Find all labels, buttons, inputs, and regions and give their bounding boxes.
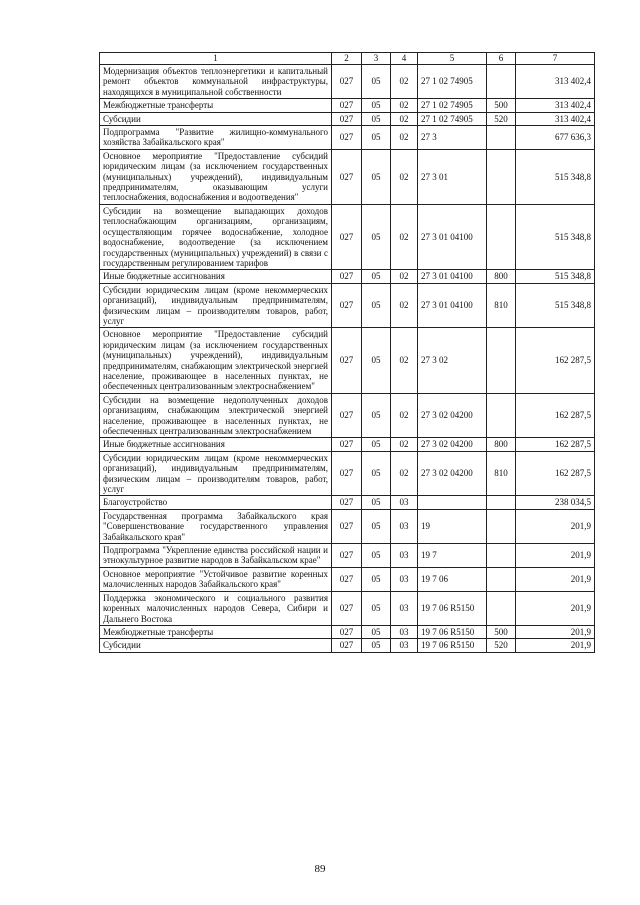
row-target-article: 27 3 02 [418, 328, 487, 393]
row-subsection: 02 [391, 328, 418, 393]
row-section: 05 [362, 509, 391, 543]
row-amount: 201,9 [516, 509, 595, 543]
row-subsection: 02 [391, 149, 418, 204]
row-amount: 201,9 [516, 567, 595, 591]
table-row [100, 591, 595, 625]
row-amount: 313 402,4 [516, 65, 595, 99]
table-row [100, 496, 595, 509]
table-row [100, 65, 595, 99]
row-section: 05 [362, 393, 391, 438]
row-section: 05 [362, 65, 391, 99]
row-amount: 313 402,4 [516, 112, 595, 125]
row-section: 05 [362, 126, 391, 150]
row-expense-type: 810 [487, 283, 516, 328]
row-name: Поддержка экономического и социального развития коренных малочисленных народов Севера, Сибири и Дальнего Востока [100, 591, 332, 625]
row-amount: 162 287,5 [516, 328, 595, 393]
row-target-article: 27 3 01 04100 [418, 283, 487, 328]
row-expense-type [487, 496, 516, 509]
row-ministry-code: 027 [332, 270, 362, 283]
row-name: Модернизация объектов теплоэнергетики и капитальный ремонт объектов коммунальной инфраструктуры, находящихся в муниципальной собственности [100, 65, 332, 99]
row-name: Благоустройство [100, 496, 332, 509]
row-name: Субсидии юридическим лицам (кроме некоммерческих организаций), индивидуальным предпринимателям, физическим лицам – производителям товаров, работ, услуг [100, 451, 332, 496]
row-amount: 238 034,5 [516, 496, 595, 509]
row-target-article: 19 7 06 R5150 [418, 639, 487, 652]
row-target-article: 19 7 06 R5150 [418, 625, 487, 638]
row-target-article: 27 3 01 [418, 149, 487, 204]
row-ministry-code: 027 [332, 625, 362, 638]
row-name: Подпрограмма "Развитие жилищно-коммунального хозяйства Забайкальского края" [100, 126, 332, 150]
row-ministry-code: 027 [332, 639, 362, 652]
row-target-article: 19 7 [418, 544, 487, 568]
row-subsection: 02 [391, 270, 418, 283]
row-subsection: 02 [391, 204, 418, 269]
table-row [100, 544, 595, 568]
row-ministry-code: 027 [332, 65, 362, 99]
row-section: 05 [362, 270, 391, 283]
row-expense-type [487, 149, 516, 204]
row-target-article: 27 1 02 74905 [418, 112, 487, 125]
row-expense-type: 800 [487, 270, 516, 283]
table-row [100, 451, 595, 496]
row-name: Основное мероприятие "Предоставление субсидий юридическим лицам (за исключением государственных (муниципальных) учреждений), индивидуальным предпринимателям, снабжающим электрической энергией население, проживающее в населенных пунктах, не обеспеченных централизованным электроснабжением" [100, 328, 332, 393]
row-ministry-code: 027 [332, 99, 362, 112]
row-subsection: 02 [391, 126, 418, 150]
row-ministry-code: 027 [332, 438, 362, 451]
table-row [100, 639, 595, 652]
row-section: 05 [362, 438, 391, 451]
header-col-1: 1 [100, 53, 332, 65]
row-subsection: 02 [391, 65, 418, 99]
row-amount: 313 402,4 [516, 99, 595, 112]
row-amount: 162 287,5 [516, 393, 595, 438]
table-row [100, 438, 595, 451]
row-subsection: 03 [391, 639, 418, 652]
row-expense-type [487, 393, 516, 438]
table-row [100, 567, 595, 591]
row-name: Субсидии на возмещение недополученных доходов организациям, снабжающим электрической энергией население, проживающее в населенных пунктах, не обеспеченных централизованным электроснабжением [100, 393, 332, 438]
header-col-2: 2 [332, 53, 362, 65]
row-subsection: 03 [391, 496, 418, 509]
row-name: Межбюджетные трансферты [100, 625, 332, 638]
row-target-article: 27 1 02 74905 [418, 99, 487, 112]
row-target-article: 27 3 02 04200 [418, 451, 487, 496]
row-subsection: 03 [391, 567, 418, 591]
row-section: 05 [362, 496, 391, 509]
row-ministry-code: 027 [332, 496, 362, 509]
row-section: 05 [362, 99, 391, 112]
row-target-article: 27 3 02 04200 [418, 438, 487, 451]
row-ministry-code: 027 [332, 591, 362, 625]
row-section: 05 [362, 328, 391, 393]
row-expense-type [487, 328, 516, 393]
budget-table [99, 52, 595, 653]
row-subsection: 02 [391, 451, 418, 496]
row-expense-type: 800 [487, 438, 516, 451]
row-ministry-code: 027 [332, 126, 362, 150]
row-name: Иные бюджетные ассигнования [100, 270, 332, 283]
row-subsection: 03 [391, 509, 418, 543]
table-header-row [100, 53, 595, 65]
row-target-article: 27 3 01 04100 [418, 270, 487, 283]
row-amount: 515 348,8 [516, 149, 595, 204]
row-section: 05 [362, 567, 391, 591]
row-target-article: 19 [418, 509, 487, 543]
row-amount: 201,9 [516, 639, 595, 652]
row-section: 05 [362, 544, 391, 568]
row-name: Субсидии юридическим лицам (кроме некоммерческих организаций), индивидуальным предпринимателям, физическим лицам – производителям товаров, работ, услуг [100, 283, 332, 328]
row-amount: 677 636,3 [516, 126, 595, 150]
header-col-7: 7 [516, 53, 595, 65]
row-target-article: 19 7 06 R5150 [418, 591, 487, 625]
table-row [100, 270, 595, 283]
table-row [100, 112, 595, 125]
row-name: Субсидии [100, 112, 332, 125]
row-amount: 201,9 [516, 544, 595, 568]
row-section: 05 [362, 283, 391, 328]
row-name: Субсидии на возмещение выпадающих доходов теплоснабжающим организациям, организациям, осуществляющим горячее водоснабжение, холодное водоснабжение, водоотведение (за исключением государственных (муниципальных) учреждений) в связи с государственным регулированием тарифов [100, 204, 332, 269]
table-row [100, 328, 595, 393]
table-row [100, 509, 595, 543]
row-amount: 201,9 [516, 591, 595, 625]
row-section: 05 [362, 149, 391, 204]
row-amount: 515 348,8 [516, 270, 595, 283]
table-row [100, 149, 595, 204]
row-subsection: 02 [391, 283, 418, 328]
row-target-article: 27 3 [418, 126, 487, 150]
row-amount: 201,9 [516, 625, 595, 638]
row-ministry-code: 027 [332, 149, 362, 204]
row-ministry-code: 027 [332, 567, 362, 591]
row-ministry-code: 027 [332, 112, 362, 125]
row-expense-type: 500 [487, 99, 516, 112]
table-row [100, 126, 595, 150]
table-row [100, 283, 595, 328]
row-section: 05 [362, 591, 391, 625]
row-target-article: 27 1 02 74905 [418, 65, 487, 99]
row-subsection: 03 [391, 625, 418, 638]
row-name: Подпрограмма "Укрепление единства российской нации и этнокультурное развитие народов в Забайкальском крае" [100, 544, 332, 568]
row-target-article: 19 7 06 [418, 567, 487, 591]
row-section: 05 [362, 112, 391, 125]
row-expense-type [487, 65, 516, 99]
header-col-6: 6 [487, 53, 516, 65]
row-name: Субсидии [100, 639, 332, 652]
row-expense-type [487, 591, 516, 625]
row-expense-type [487, 544, 516, 568]
table-row [100, 99, 595, 112]
row-section: 05 [362, 639, 391, 652]
row-name: Межбюджетные трансферты [100, 99, 332, 112]
row-subsection: 03 [391, 544, 418, 568]
row-name: Основное мероприятие "Устойчивое развитие коренных малочисленных народов Забайкальского края" [100, 567, 332, 591]
row-expense-type: 520 [487, 639, 516, 652]
row-expense-type: 500 [487, 625, 516, 638]
row-name: Основное мероприятие "Предоставление субсидий юридическим лицам (за исключением государственных (муниципальных) учреждений), индивидуальным предпринимателям, оказывающим услуги теплоснабжения, водоснабжения и водоотведения" [100, 149, 332, 204]
row-ministry-code: 027 [332, 451, 362, 496]
row-ministry-code: 027 [332, 393, 362, 438]
row-subsection: 03 [391, 591, 418, 625]
row-expense-type [487, 567, 516, 591]
row-amount: 515 348,8 [516, 283, 595, 328]
row-subsection: 02 [391, 112, 418, 125]
table-row [100, 393, 595, 438]
row-amount: 162 287,5 [516, 438, 595, 451]
row-target-article: 27 3 02 04200 [418, 393, 487, 438]
row-expense-type: 520 [487, 112, 516, 125]
table-row [100, 625, 595, 638]
row-amount: 515 348,8 [516, 204, 595, 269]
row-expense-type [487, 509, 516, 543]
row-name: Государственная программа Забайкальского края "Совершенствование государственного управления Забайкальского края" [100, 509, 332, 543]
row-subsection: 02 [391, 438, 418, 451]
row-subsection: 02 [391, 99, 418, 112]
header-col-3: 3 [362, 53, 391, 65]
row-subsection: 02 [391, 393, 418, 438]
row-section: 05 [362, 204, 391, 269]
header-col-4: 4 [391, 53, 418, 65]
row-ministry-code: 027 [332, 283, 362, 328]
row-ministry-code: 027 [332, 204, 362, 269]
row-ministry-code: 027 [332, 544, 362, 568]
row-name: Иные бюджетные ассигнования [100, 438, 332, 451]
row-expense-type: 810 [487, 451, 516, 496]
row-target-article: 27 3 01 04100 [418, 204, 487, 269]
row-ministry-code: 027 [332, 328, 362, 393]
row-section: 05 [362, 625, 391, 638]
budget-table-container [99, 52, 594, 653]
row-section: 05 [362, 451, 391, 496]
row-expense-type [487, 204, 516, 269]
table-row [100, 204, 595, 269]
row-target-article [418, 496, 487, 509]
row-ministry-code: 027 [332, 509, 362, 543]
row-expense-type [487, 126, 516, 150]
row-amount: 162 287,5 [516, 451, 595, 496]
page-number: 89 [314, 863, 326, 875]
header-col-5: 5 [418, 53, 487, 65]
